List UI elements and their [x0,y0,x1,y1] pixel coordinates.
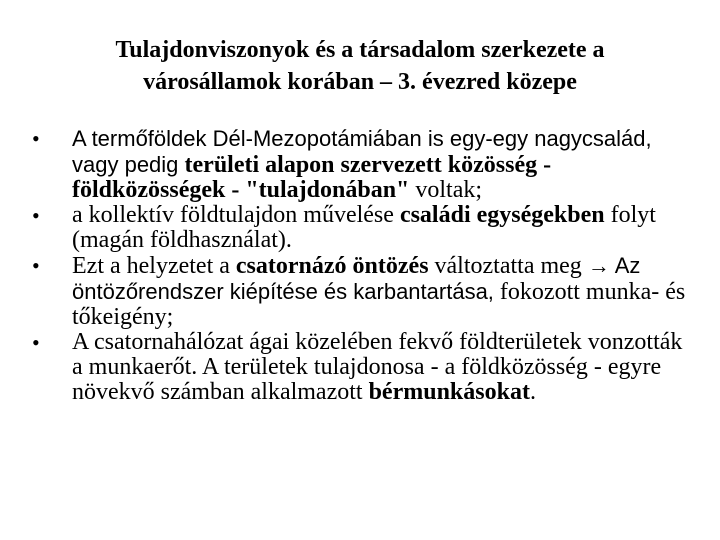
bullet-text-segment: a kollektív földtulajdon művelése [72,202,400,228]
bullet-text-segment: Ezt a helyzetet a [72,253,236,279]
bullet-text-segment: területi alapon szervezett közösség - földközösségek - "tulajdonában" [72,152,552,203]
bullet-dot-icon: • [32,253,40,278]
bullet-text-segment: csatornázó öntözés [235,253,429,279]
bullet-text-segment: bérmunkásokat [368,379,530,405]
bullet-dot-icon: • [32,203,40,228]
bullet-dot-icon: • [32,126,40,151]
bullet-text-segment: → Az öntözőrendszer kiépítése és karbantartása, [72,253,641,304]
bullet-text-segment: fokozott munka- és tőkeigény; [72,279,686,330]
title-line-2: városállamok korában – 3. évezred közepe [143,69,577,95]
bullet-text-segment: voltak; [409,177,483,203]
bullet-list [28,126,692,405]
slide-title [40,34,680,98]
title-line-1: Tulajdonviszonyok és a társadalom szerkezete a [115,37,605,63]
bullet-text-segment: folyt (magán földhasználat). [72,202,656,253]
bullet-text-segment: . [529,379,536,405]
bullet-dot-icon: • [32,330,40,355]
bullet-text-segment: A termőföldek Dél-Mezopotámiában is egy-egy nagycsalád, vagy pedig [72,126,652,177]
bullet-item [28,330,692,405]
bullet-item [28,253,692,330]
bullet-text-segment: családi egységekben [399,202,605,228]
bullet-item [28,126,692,203]
bullet-text-segment: A csatornahálózat ágai közelében fekvő földterületek vonzották a munkaerőt. A területek tulajdonosa - a földközösség - egyre növekvő számban alkalmazott [72,329,683,405]
bullet-item [28,203,692,253]
bullet-text-segment: változtatta meg [428,253,588,279]
